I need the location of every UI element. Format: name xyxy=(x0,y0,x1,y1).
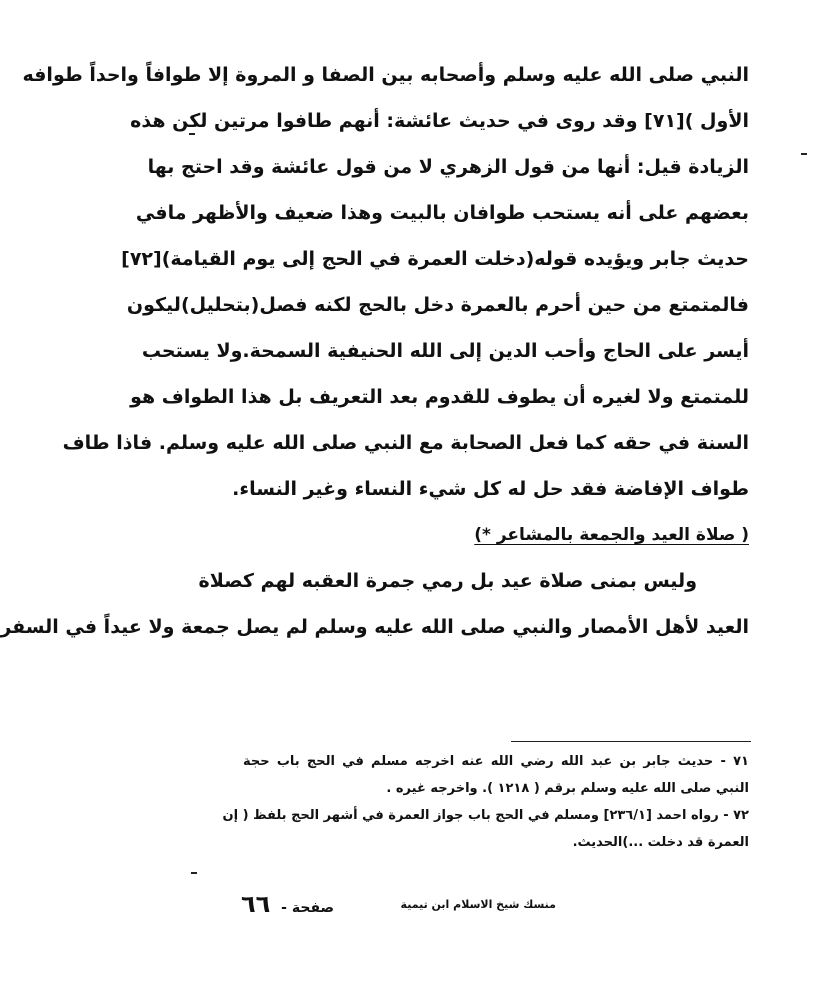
page-label: صفحة xyxy=(291,900,335,916)
text-line: السنة في حقه كما فعل الصحابة مع النبي صلى الله عليه وسلم. فاذا طاف xyxy=(62,432,749,454)
text-line: العيد لأهل الأمصار والنبي صلى الله عليه وسلم لم يصل جمعة ولا عيداً في السفر xyxy=(0,616,749,638)
margin-mark xyxy=(801,153,807,155)
footnote-line: ٧٢ - رواه احمد [٢٣٦/١] ومسلم في الحج باب جواز العمرة في أشهر الحج بلفظ ( إن xyxy=(222,808,749,823)
page-number-block: صفحة - ٦٦ xyxy=(241,890,335,918)
text-line: فالمتمتع من حين أحرم بالعمرة دخل بالحج لكنه فصل(بتحليل)ليكون xyxy=(126,294,749,316)
page-footer xyxy=(241,888,751,928)
footnotes xyxy=(222,748,749,856)
section-heading-text: ( صلاة العيد والجمعة بالمشاعر *) xyxy=(474,525,749,545)
text-line: طواف الإفاضة فقد حل له كل شيء النساء وغير النساء. xyxy=(232,478,749,500)
text-line: أيسر على الحاج وأحب الدين إلى الله الحنيفية السمحة.ولا يستحب xyxy=(141,340,749,362)
text-line: بعضهم على أنه يستحب طوافان بالبيت وهذا ضعيف والأظهر مافي xyxy=(135,202,749,224)
footnote-line: ٧١ - حديث جابر بن عبد الله رضي الله عنه اخرجه مسلم في الحج باب حجة xyxy=(243,754,749,769)
footnote-line: العمرة قد دخلت ...)الحديث. xyxy=(572,835,749,850)
text-line: النبي صلى الله عليه وسلم وأصحابه بين الصفا و المروة إلا طوافاً واحداً طوافه xyxy=(22,64,749,86)
text-line: للمتمتع ولا لغيره أن يطوف للقدوم بعد التعريف بل هذا الطواف هو xyxy=(130,386,749,408)
footnote-line: النبي صلى الله عليه وسلم برقم ( ١٢١٨ ). واخرجه غيره . xyxy=(386,781,749,796)
footnote-separator xyxy=(511,741,751,742)
page-number: ٦٦ xyxy=(241,890,271,918)
book-title: منسك شيخ الاسلام ابن تيمية xyxy=(400,898,556,911)
text-line: وليس بمنى صلاة عيد بل رمي جمرة العقبه لهم كصلاة xyxy=(198,570,697,592)
margin-mark xyxy=(191,872,197,874)
text-line: حديث جابر ويؤيده قوله(دخلت العمرة في الحج إلى يوم القيامة)[٧٢] xyxy=(121,248,749,270)
text-line: الزيادة قيل: أنها من قول الزهري لا من قول عائشة وقد احتج بها xyxy=(147,156,749,178)
main-text xyxy=(0,52,749,650)
text-line: الأول )[٧١] وقد روى في حديث عائشة: أنهم طافوا مرتين لكن هذه xyxy=(130,110,749,132)
section-heading xyxy=(201,512,749,558)
